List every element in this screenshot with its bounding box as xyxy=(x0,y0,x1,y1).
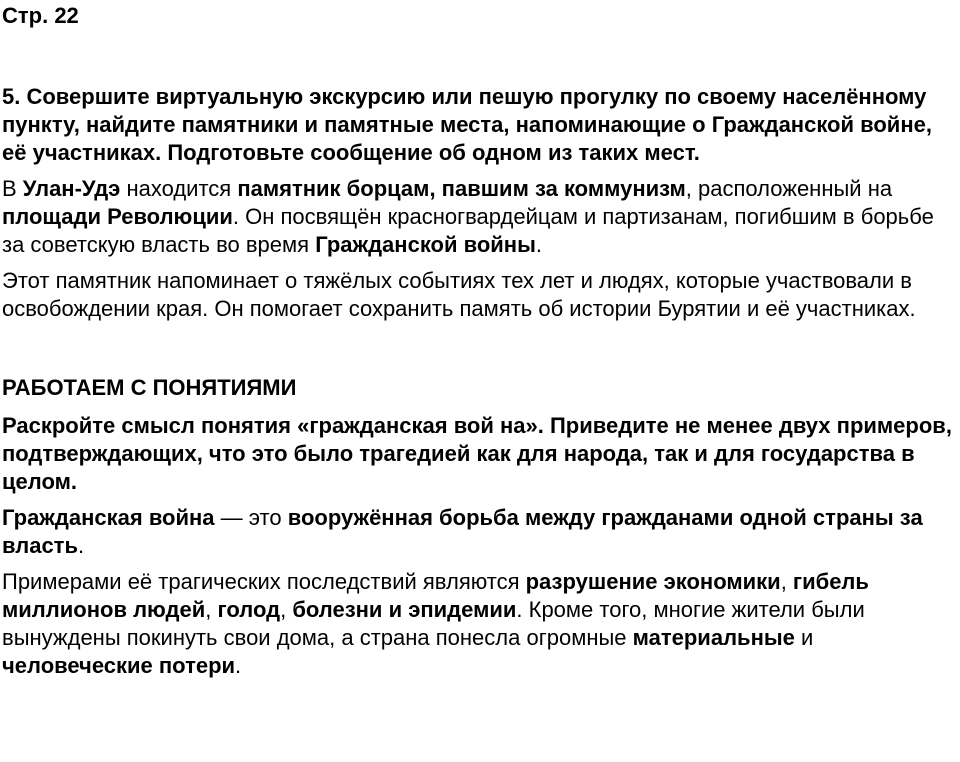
page-number: Стр. 22 xyxy=(2,3,79,28)
text-segment: , расположенный на xyxy=(685,176,893,201)
bold-text-segment: Гражданской войны xyxy=(315,232,536,257)
bold-text-segment: вооружённая борьба между гражданами одной страны за власть xyxy=(2,505,923,558)
bold-text-segment: Улан-Удэ xyxy=(22,176,121,201)
text-segment: — это xyxy=(214,505,288,530)
bold-text-segment: болезни и эпидемии xyxy=(292,597,517,622)
bold-text-segment: площади Революции xyxy=(2,204,233,229)
bold-text-segment: разрушение экономики xyxy=(525,569,781,594)
text-segment: Примерами её трагических последствий являются xyxy=(2,569,526,594)
text-segment: и xyxy=(794,625,814,650)
text-segment: . xyxy=(77,533,85,558)
bold-text-segment: человеческие потери xyxy=(2,653,236,678)
bold-text-segment: голод xyxy=(217,597,281,622)
examples-paragraph xyxy=(2,568,960,680)
bold-text-segment: гибель миллионов людей xyxy=(2,569,869,622)
text-segment: находится xyxy=(120,176,238,201)
answer-paragraph-1 xyxy=(2,175,960,259)
definition-paragraph xyxy=(2,504,960,560)
bold-text-segment: материальные xyxy=(632,625,795,650)
bold-text-segment: памятник борцам, павшим за коммунизм xyxy=(237,176,686,201)
concept-question: Раскройте смысл понятия «гражданская вой на». Приведите не менее двух примеров, подтверждающих, что это было трагедией как для народа, так и для государства в целом. xyxy=(2,413,952,494)
text-segment: . Кроме того, многие жители были вынуждены покинуть свои дома, а страна понесла огромные xyxy=(2,597,865,650)
text-segment: , xyxy=(780,569,793,594)
text-segment: . xyxy=(235,653,242,678)
section-title: РАБОТАЕМ С ПОНЯТИЯМИ xyxy=(2,375,297,400)
answer-paragraph-2: Этот памятник напоминает о тяжёлых событиях тех лет и людях, которые участвовали в освобождении края. Он помогает сохранить память об истории Бурятии и её участниках. xyxy=(2,268,916,321)
text-segment: . Он посвящён красногвардейцам и партизанам, погибшим в борьбе за советскую власть во время xyxy=(2,204,934,257)
text-segment: , xyxy=(205,597,218,622)
text-segment: В xyxy=(2,176,23,201)
document-page xyxy=(0,2,960,762)
text-segment: , xyxy=(280,597,293,622)
bold-text-segment: Гражданская война xyxy=(2,505,215,530)
text-segment: . xyxy=(535,232,543,257)
task-5-text: 5. Совершите виртуальную экскурсию или пешую прогулку по своему населённому пункту, найдите памятники и памятные места, напоминающие о Гражданской войне, её участниках. Подготовьте сообщение об одном из таких мест. xyxy=(2,84,932,165)
